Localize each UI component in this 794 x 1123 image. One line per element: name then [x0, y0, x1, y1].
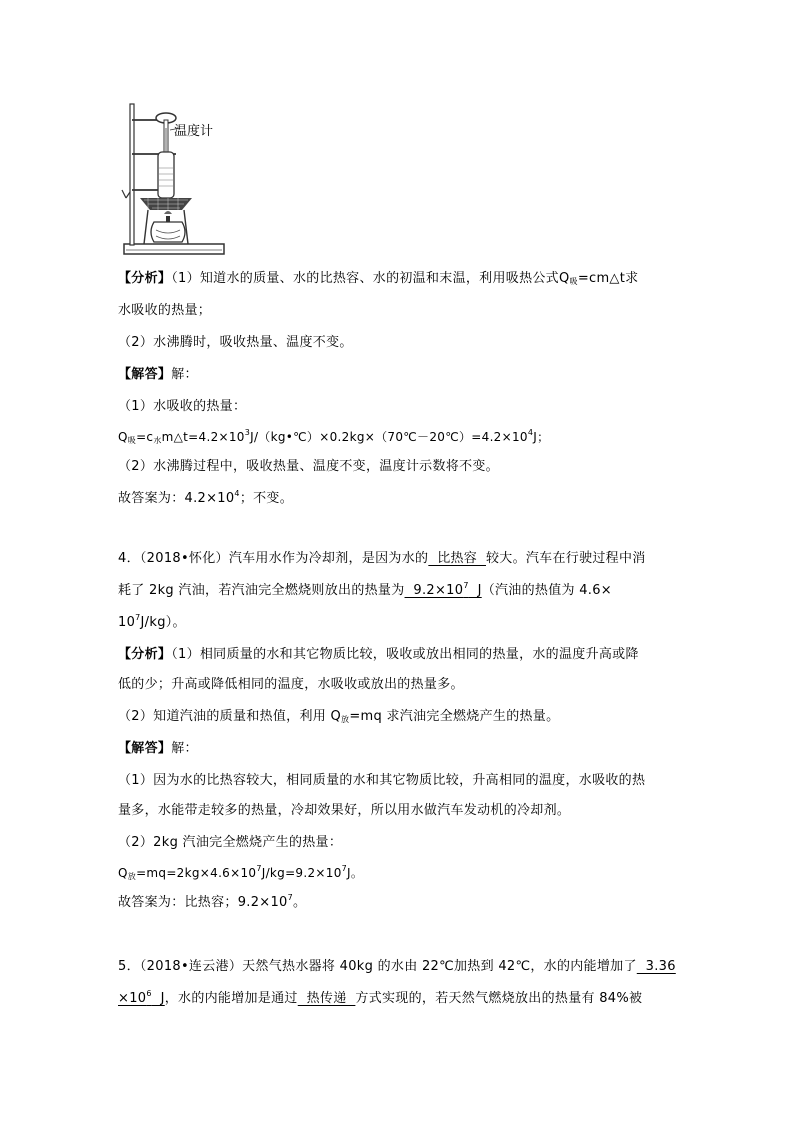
answer-blank: $9.2\times 10^7$ J	[404, 581, 482, 598]
analysis-line-2: 低的少；升高或降低相同的温度，水吸收或放出的热量多。	[118, 677, 464, 692]
answer-blank: 3.36	[636, 959, 676, 974]
analysis-line-3: （2）知道汽油的质量和热值，利用 $Q_放=mq$ 求汽油完全燃烧产生的热量。	[118, 709, 560, 724]
analysis-tag: 【分析】	[118, 271, 172, 286]
solution-tag: 【解答】	[118, 367, 172, 382]
answer-blank: 比热容	[428, 551, 486, 566]
solution-formula: $Q_放=mq=2kg\times 4.6\times 10^7J/kg=9.2\times 10^7J$。	[118, 864, 364, 881]
solution-heading: 【解答】解：	[118, 741, 198, 756]
solution-line-1: （1）水吸收的热量：	[118, 399, 247, 414]
question-4-line-2: 耗了 2kg 汽油，若汽油完全燃烧则放出的热量为 $9.2\times 10^7$ J（汽油的热值为 4.6×	[118, 581, 613, 598]
apparatus-figure	[118, 98, 230, 260]
analysis-line-1: 【分析】（1）相同质量的水和其它物质比较，吸收或放出相同的热量，水的温度升高或降	[118, 647, 639, 662]
thermometer-label: 温度计	[174, 124, 214, 139]
analysis-tag: 【分析】	[118, 647, 172, 662]
question-5-line-1: 5．（2018•连云港）天然气热水器将 40kg 的水由 22℃加热到 42℃，水的内能增加了 3.36	[118, 959, 676, 974]
question-4-line-1: 4．（2018•怀化）汽车用水作为冷却剂，是因为水的 比热容 较大。汽车在行驶过程中消	[118, 551, 646, 566]
solution-line-2: （2）水沸腾过程中，吸收热量、温度不变，温度计示数将不变。	[118, 459, 499, 474]
analysis-line-1: 【分析】（1）知道水的质量、水的比热容、水的初温和末温，利用吸热公式$Q_吸=cm\triangle t$求	[118, 271, 639, 286]
analysis-line-2: 水吸收的热量；	[118, 303, 212, 318]
question-4-line-3: $10^7J/kg$）。	[118, 613, 186, 630]
solution-tag: 【解答】	[118, 741, 172, 756]
solution-line-3: （2）2kg 汽油完全燃烧产生的热量：	[118, 835, 343, 850]
question-5-line-2: $\times 10^6$ J，水的内能增加是通过 热传递 方式实现的，若天然气燃烧放出的热量有 84%被	[118, 989, 643, 1006]
final-answer: 故答案为：比热容；$9.2\times 10^7$。	[118, 893, 307, 910]
solution-line-2: 量多，水能带走较多的热量，冷却效果好，所以用水做汽车发动机的冷却剂。	[118, 803, 571, 818]
solution-line-1: （1）因为水的比热容较大，相同质量的水和其它物质比较，升高相同的温度，水吸收的热	[118, 773, 646, 788]
final-answer: 故答案为：$4.2\times 10^4$；不变。	[118, 489, 294, 506]
solution-formula: $Q_吸=c_水m\triangle t=4.2\times 10^3J/(kg•℃)\times 0.2kg\times(70℃-20℃)=4.2\times 10^4J$；	[118, 428, 550, 445]
answer-blank: 热传递	[297, 991, 356, 1006]
solution-heading: 【解答】解：	[118, 367, 198, 382]
analysis-line-3: （2）水沸腾时，吸收热量、温度不变。	[118, 335, 353, 350]
answer-blank: $\times 10^6$ J	[118, 989, 165, 1006]
